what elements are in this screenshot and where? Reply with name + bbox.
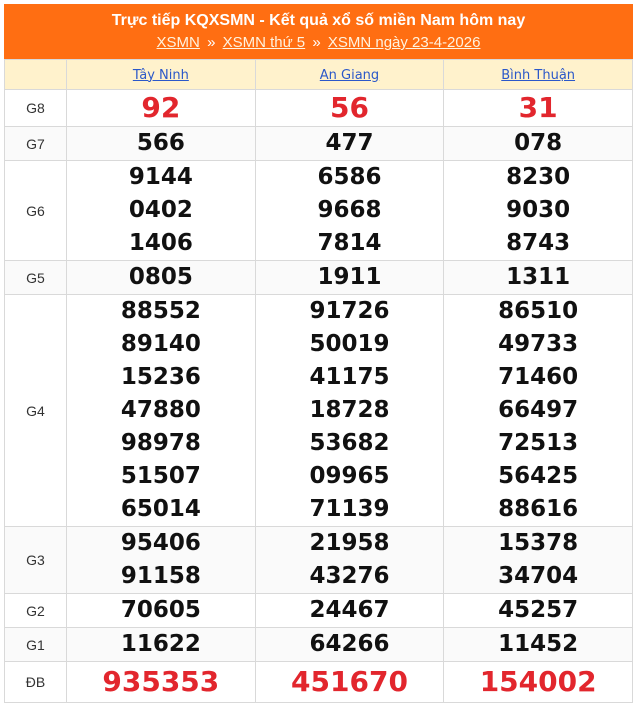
result-cell	[255, 527, 444, 594]
result-number: 154002	[479, 665, 597, 698]
result-cell	[67, 127, 256, 161]
result-number: 0805	[128, 264, 193, 290]
result-number: 70605	[120, 597, 201, 623]
result-number: 71139	[309, 496, 390, 522]
result-number: 9030	[506, 197, 571, 223]
result-number: 86510	[498, 298, 579, 324]
prize-label: G8	[5, 90, 67, 127]
prize-row-4	[5, 295, 633, 527]
result-number: 51507	[120, 463, 201, 489]
result-number: 15378	[498, 530, 579, 556]
result-number: 65014	[120, 496, 201, 522]
prize-label: G4	[5, 295, 67, 527]
result-cell	[255, 261, 444, 295]
result-number: 0402	[128, 197, 193, 223]
province-header-binh-thuan	[444, 60, 633, 90]
result-number: 31	[518, 91, 558, 124]
breadcrumb-separator: »	[312, 34, 321, 51]
corner-cell	[5, 60, 67, 90]
result-number: 11452	[498, 631, 579, 657]
result-number: 88552	[120, 298, 201, 324]
province-link-an-giang[interactable]: An Giang	[319, 67, 380, 83]
prize-label: G2	[5, 594, 67, 628]
result-number: 34704	[498, 563, 579, 589]
result-number: 24467	[309, 597, 390, 623]
province-header-an-giang	[255, 60, 444, 90]
breadcrumb-link-weekday[interactable]: XSMN thứ 5	[222, 34, 306, 51]
result-number: 9668	[317, 197, 382, 223]
prize-row-8	[5, 662, 633, 703]
result-number: 88616	[498, 496, 579, 522]
result-number: 56425	[498, 463, 579, 489]
result-cell	[444, 594, 633, 628]
province-link-tay-ninh[interactable]: Tây Ninh	[132, 67, 189, 83]
results-table	[4, 59, 633, 703]
result-number: 53682	[309, 430, 390, 456]
breadcrumb-link-date[interactable]: XSMN ngày 23-4-2026	[327, 34, 481, 51]
result-number: 15236	[120, 364, 201, 390]
result-cell	[67, 628, 256, 662]
province-link-binh-thuan[interactable]: Bình Thuận	[501, 67, 576, 83]
result-number: 71460	[498, 364, 579, 390]
result-number: 451670	[291, 665, 408, 698]
result-number: 11622	[120, 631, 201, 657]
results-header	[4, 4, 633, 59]
prize-row-1	[5, 127, 633, 161]
result-cell	[444, 261, 633, 295]
result-number: 45257	[498, 597, 579, 623]
result-cell	[255, 628, 444, 662]
result-number: 21958	[309, 530, 390, 556]
result-number: 49733	[498, 331, 579, 357]
prize-label: G1	[5, 628, 67, 662]
result-number: 9144	[128, 164, 193, 190]
result-number: 72513	[498, 430, 579, 456]
result-cell	[255, 662, 444, 703]
result-number: 09965	[309, 463, 390, 489]
result-number: 50019	[309, 331, 390, 357]
result-cell	[255, 127, 444, 161]
prize-row-5	[5, 527, 633, 594]
result-number: 91726	[309, 298, 390, 324]
breadcrumb	[4, 32, 633, 54]
result-cell	[444, 161, 633, 261]
result-number: 66497	[498, 397, 579, 423]
result-number: 1311	[506, 264, 571, 290]
result-cell	[67, 261, 256, 295]
result-cell	[444, 628, 633, 662]
result-cell	[444, 527, 633, 594]
result-cell	[67, 527, 256, 594]
result-cell	[255, 90, 444, 127]
page-title: Trực tiếp KQXSMN - Kết quả xổ số miền Nam hôm nay	[111, 12, 526, 29]
breadcrumb-link-xsmn[interactable]: XSMN	[156, 34, 200, 51]
prize-label: G5	[5, 261, 67, 295]
prize-row-2	[5, 161, 633, 261]
prize-row-3	[5, 261, 633, 295]
result-cell	[67, 662, 256, 703]
result-number: 8743	[506, 230, 571, 256]
result-number: 1406	[128, 230, 193, 256]
prize-row-0	[5, 90, 633, 127]
result-cell	[444, 90, 633, 127]
prize-label: ĐB	[5, 662, 67, 703]
province-header-tay-ninh	[67, 60, 256, 90]
result-number: 1911	[317, 264, 382, 290]
result-cell	[255, 161, 444, 261]
result-number: 41175	[309, 364, 390, 390]
province-header-row	[5, 60, 633, 90]
result-number: 7814	[317, 230, 382, 256]
result-number: 89140	[120, 331, 201, 357]
result-cell	[67, 594, 256, 628]
result-cell	[444, 662, 633, 703]
breadcrumb-separator: »	[207, 34, 216, 51]
result-cell	[67, 161, 256, 261]
result-number: 6586	[317, 164, 382, 190]
prize-row-7	[5, 628, 633, 662]
result-number: 95406	[120, 530, 201, 556]
result-number: 078	[514, 130, 563, 156]
result-number: 8230	[506, 164, 571, 190]
result-number: 47880	[120, 397, 201, 423]
result-number: 98978	[120, 430, 201, 456]
result-number: 64266	[309, 631, 390, 657]
result-number: 92	[141, 91, 181, 124]
result-cell	[444, 295, 633, 527]
result-number: 935353	[102, 665, 220, 698]
result-cell	[444, 127, 633, 161]
result-cell	[67, 90, 256, 127]
prize-label: G7	[5, 127, 67, 161]
prize-label: G6	[5, 161, 67, 261]
result-number: 43276	[309, 563, 390, 589]
prize-row-6	[5, 594, 633, 628]
result-number: 91158	[120, 563, 201, 589]
result-number: 566	[136, 130, 185, 156]
result-number: 56	[330, 91, 369, 124]
result-cell	[255, 295, 444, 527]
result-number: 18728	[309, 397, 390, 423]
result-cell	[67, 295, 256, 527]
prize-label: G3	[5, 527, 67, 594]
result-cell	[255, 594, 444, 628]
result-number: 477	[325, 130, 374, 156]
